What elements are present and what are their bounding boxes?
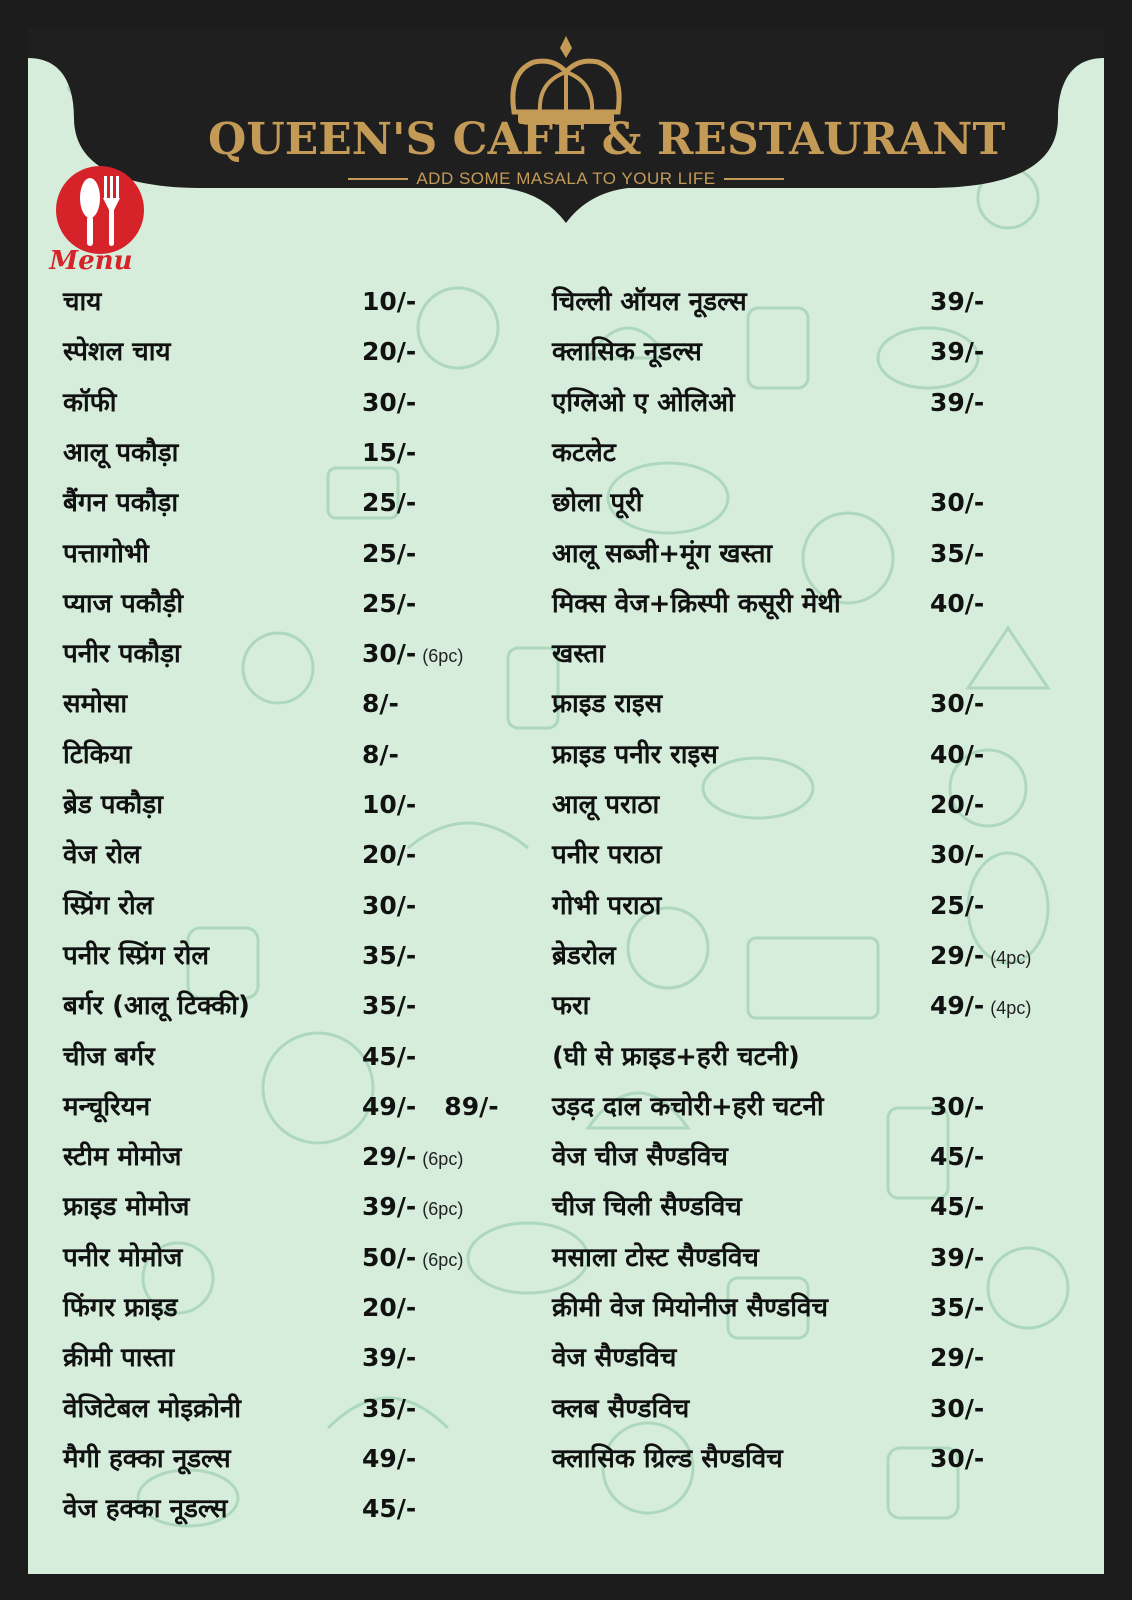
item-name: वेज रोल <box>63 840 141 871</box>
price-value: 49/- <box>930 991 985 1021</box>
price-value: 30/- <box>362 890 417 920</box>
item-name: फरा <box>552 991 590 1022</box>
item-name: फ्राइड राइस <box>552 689 663 720</box>
item-price <box>362 886 416 926</box>
tagline-rule-right <box>724 178 784 180</box>
item-name: क्रीमी वेज मियोनीज सैण्डविच <box>552 1293 828 1323</box>
price-value: 30/- <box>362 639 417 669</box>
item-price <box>930 886 984 926</box>
price-value: 49/- <box>362 1091 417 1121</box>
item-name: वेज चीज सैण्डविच <box>552 1142 728 1173</box>
item-price <box>930 483 984 523</box>
piece-count-note: (6pc) <box>422 1199 464 1220</box>
item-price <box>362 1439 416 1479</box>
price-value: 30/- <box>930 840 985 870</box>
item-price <box>362 1087 499 1127</box>
item-price <box>362 1037 416 1077</box>
item-price <box>930 835 984 875</box>
price-value: 25/- <box>362 538 417 568</box>
item-price <box>362 735 399 775</box>
price-value: 50/- <box>362 1242 417 1272</box>
item-price <box>930 383 984 423</box>
item-price <box>362 1137 463 1179</box>
tagline <box>348 166 784 192</box>
item-name: चीज बर्गर <box>63 1041 155 1072</box>
price-value: 40/- <box>930 588 985 618</box>
tagline-text: ADD SOME MASALA TO YOUR LIFE <box>416 169 716 188</box>
piece-count-note: (6pc) <box>422 1149 464 1170</box>
item-name: चाय <box>63 287 102 317</box>
price-value: 30/- <box>930 1393 985 1423</box>
item-name: स्प्रिंग रोल <box>63 890 154 921</box>
item-name: टिकिया <box>63 739 132 770</box>
price-value: 39/- <box>362 1343 417 1373</box>
item-price <box>930 684 984 724</box>
item-price <box>930 282 984 322</box>
item-price <box>930 1087 984 1127</box>
item-name: मैगी हक्का नूडल्स <box>63 1443 231 1474</box>
item-price <box>362 282 416 322</box>
price-value: 35/- <box>362 940 417 970</box>
price-value: 49/- <box>362 1443 417 1473</box>
item-price <box>930 785 984 825</box>
piece-count-note: (4pc) <box>990 998 1032 1019</box>
price-value: 25/- <box>362 488 417 518</box>
item-name: कटलेट <box>552 437 616 468</box>
item-price <box>930 584 984 624</box>
price-value: 39/- <box>930 287 985 316</box>
menu-label: Menu <box>49 246 133 276</box>
item-price <box>930 534 984 574</box>
price-value: 10/- <box>362 790 417 819</box>
price-value-large: 89/- <box>444 1091 499 1121</box>
item-price <box>930 1439 984 1479</box>
price-value: 8/- <box>362 739 399 769</box>
item-name: बर्गर (आलू टिक्की) <box>63 991 250 1022</box>
item-price <box>930 1238 984 1278</box>
piece-count-note: (6pc) <box>422 1249 464 1270</box>
item-name: गोभी पराठा <box>552 890 662 921</box>
item-price <box>930 936 1031 978</box>
price-value: 30/- <box>930 1443 985 1473</box>
price-value: 20/- <box>362 337 417 367</box>
price-value: 35/- <box>362 1393 417 1423</box>
item-name: मिक्स वेज+क्रिस्पी कसूरी मेथी <box>552 588 841 619</box>
item-name: उड़द दाल कचोरी+हरी चटनी <box>552 1091 824 1122</box>
price-value: 45/- <box>930 1192 985 1222</box>
item-name: प्याज पकौड़ी <box>63 588 184 619</box>
menu-sheet <box>28 28 1104 1574</box>
tagline-rule-left <box>348 178 408 180</box>
item-name: पनीर स्प्रिंग रोल <box>63 940 209 971</box>
price-value: 45/- <box>362 1494 417 1524</box>
item-name: (घी से फ्राइड+हरी चटनी) <box>552 1041 800 1072</box>
item-price <box>362 534 416 574</box>
price-value: 30/- <box>362 387 417 417</box>
item-name: ब्रेडरोल <box>552 940 616 971</box>
price-value: 25/- <box>930 890 985 920</box>
price-value: 20/- <box>930 790 985 819</box>
price-value: 39/- <box>362 1192 417 1222</box>
item-name: वेजिटेबल मोइक्रोनी <box>63 1393 242 1424</box>
item-name: खस्ता <box>552 639 605 670</box>
item-name: वेज सैण्डविच <box>552 1343 677 1374</box>
item-name: वेज हक्का नूडल्स <box>63 1494 228 1525</box>
item-price <box>362 483 416 523</box>
price-value: 39/- <box>930 1242 985 1272</box>
item-name: आलू पराठा <box>552 790 660 820</box>
item-price <box>362 584 416 624</box>
item-price <box>930 1389 984 1429</box>
item-price <box>930 1187 984 1227</box>
item-name: पत्तागोभी <box>63 538 149 569</box>
price-value: 30/- <box>930 488 985 518</box>
item-name: स्टीम मोमोज <box>63 1142 182 1173</box>
item-price <box>930 332 984 372</box>
price-value: 29/- <box>930 940 985 970</box>
item-name: पनीर मोमोज <box>63 1242 183 1273</box>
item-name: मन्चूरियन <box>63 1091 151 1122</box>
item-name: आलू सब्जी+मूंग खस्ता <box>552 538 773 569</box>
price-value: 10/- <box>362 287 417 316</box>
price-value: 45/- <box>362 1041 417 1071</box>
item-name: क्लासिक नूडल्स <box>552 337 702 368</box>
item-price <box>362 1288 416 1328</box>
item-name: आलू पकौड़ा <box>63 437 179 468</box>
item-name: छोला पूरी <box>552 488 643 519</box>
item-price <box>362 634 463 676</box>
price-value: 20/- <box>362 840 417 870</box>
item-price <box>930 1137 984 1177</box>
price-value: 35/- <box>362 991 417 1021</box>
price-value: 39/- <box>930 387 985 417</box>
price-value: 29/- <box>930 1343 985 1373</box>
price-value: 8/- <box>362 689 399 719</box>
item-name: क्लासिक ग्रिल्ड सैण्डविच <box>552 1443 783 1474</box>
price-value: 29/- <box>362 1142 417 1172</box>
item-name: पनीर पकौड़ा <box>63 639 181 670</box>
item-price <box>362 1489 416 1529</box>
item-price <box>362 1389 416 1429</box>
item-price <box>362 835 416 875</box>
item-name: फिंगर फ्राइड <box>63 1293 178 1323</box>
item-price <box>362 383 416 423</box>
price-value: 25/- <box>362 588 417 618</box>
item-name: बैंगन पकौड़ा <box>63 488 179 519</box>
item-name: फ्राइड मोमोज <box>63 1192 190 1223</box>
item-price <box>362 785 416 825</box>
item-price <box>930 1338 984 1378</box>
price-value: 40/- <box>930 739 985 769</box>
item-price <box>362 332 416 372</box>
item-name: पनीर पराठा <box>552 840 662 871</box>
price-value: 15/- <box>362 437 417 467</box>
piece-count-note: (6pc) <box>422 646 464 667</box>
item-name: समोसा <box>63 689 128 720</box>
item-price <box>362 1238 463 1280</box>
item-price <box>362 936 416 976</box>
price-value: 20/- <box>362 1293 417 1322</box>
item-name: चीज चिली सैण्डविच <box>552 1192 742 1223</box>
restaurant-name: QUEEN'S CAFE & RESTAURANT <box>208 114 1006 165</box>
item-name: फ्राइड पनीर राइस <box>552 739 718 770</box>
item-name: एग्लिओ ए ओलिओ <box>552 387 735 418</box>
item-name: क्रीमी पास्ता <box>63 1343 175 1374</box>
item-price <box>362 433 416 473</box>
item-name: क्लब सैण्डविच <box>552 1393 690 1424</box>
item-name: चिल्ली ऑयल नूडल्स <box>552 287 747 317</box>
item-price <box>362 986 416 1026</box>
price-value: 39/- <box>930 337 985 367</box>
item-price <box>930 1288 984 1328</box>
price-value: 35/- <box>930 538 985 568</box>
price-value: 45/- <box>930 1142 985 1172</box>
item-name: कॉफी <box>63 387 117 418</box>
item-price <box>930 735 984 775</box>
item-price <box>362 1187 463 1229</box>
item-price <box>362 684 399 724</box>
price-value: 30/- <box>930 689 985 719</box>
item-price <box>930 986 1031 1028</box>
price-value: 30/- <box>930 1091 985 1121</box>
item-name: मसाला टोस्ट सैण्डविच <box>552 1242 759 1273</box>
item-price <box>362 1338 416 1378</box>
piece-count-note: (4pc) <box>990 947 1032 968</box>
item-name: ब्रेड पकौड़ा <box>63 790 163 820</box>
price-value: 35/- <box>930 1293 985 1322</box>
item-name: स्पेशल चाय <box>63 337 171 368</box>
